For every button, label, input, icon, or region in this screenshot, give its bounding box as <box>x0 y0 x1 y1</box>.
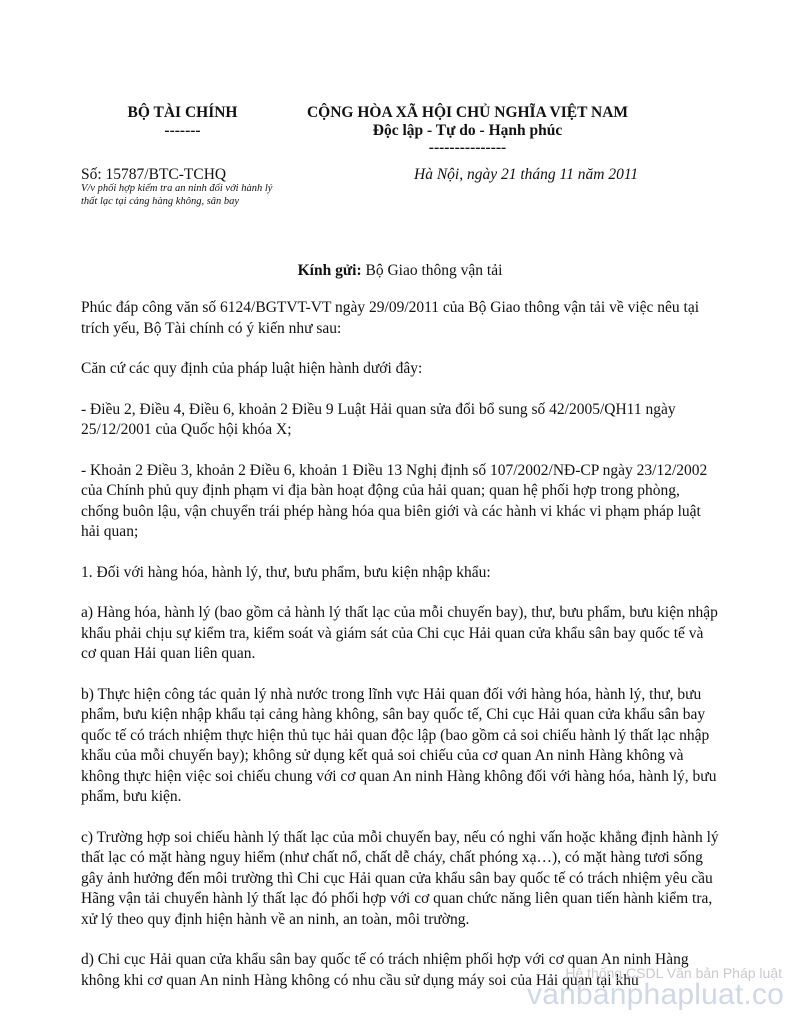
paragraph: - Khoản 2 Điều 3, khoản 2 Điều 6, khoản 1 Điều 13 Nghị định số 107/2002/NĐ-CP ngày 23/12/2002 của Chính phủ quy định phạm vi địa bàn hoạt động của hải quan; quan hệ phối hợp trong phòng, chống buôn lậu, vận chuyển trái phép hàng hóa qua biên giới và các hành vi khác vi phạm pháp luật hải quan; <box>81 461 708 540</box>
national-motto: Độc lập - Tự do - Hạnh phúc <box>372 122 563 139</box>
paragraph: Phúc đáp công văn số 6124/BGTVT-VT ngày 29/09/2011 của Bộ Giao thông vận tải về việc nêu tại trích yếu, Bộ Tài chính có ý kiến như sau: <box>81 299 700 337</box>
document-number: Số: 15787/BTC-TCHQ <box>81 166 227 183</box>
recipient-name: Bộ Giao thông vận tải <box>365 262 503 279</box>
place-date: Hà Nội, ngày 21 tháng 11 năm 2011 <box>414 166 639 183</box>
ministry-divider: ------- <box>164 122 201 139</box>
ministry-name: BỘ TÀI CHÍNH <box>127 104 238 121</box>
document-body <box>81 298 721 1011</box>
paragraph: b) Thực hiện công tác quản lý nhà nước trong lĩnh vực Hải quan đối với hàng hóa, hành lý, thư, bưu phẩm, bưu kiện nhập khẩu tại cảng hàng không, sân bay quốc tế, Chi cục Hải quan cửa khẩu sân bay quốc tế có trách nhiệm thực hiện thủ tục hải quan độc lập (bao gồm cả soi chiếu hành lý thất lạc nhập khẩu của mỗi chuyến bay); không sử dụng kết quả soi chiếu của cơ quan An ninh Hàng không và không thực hiện việc soi chiếu chung với cơ quan An ninh Hàng không đối với hàng hóa, hành lý, bưu phẩm, bưu kiện. <box>81 685 717 805</box>
recipient-line <box>0 261 800 280</box>
paragraph: c) Trường hợp soi chiếu hành lý thất lạc của mỗi chuyến bay, nếu có nghi vấn hoặc khẳng định hành lý thất lạc có mặt hàng nguy hiểm (như chất nổ, chất dễ cháy, chất phóng xạ…), có mặt hàng tươi sống gây ảnh hưởng đến môi trường thì Chi cục Hải quan cửa khẩu sân bay quốc tế có trách nhiệm yêu cầu Hãng vận tải chuyển hành lý thất lạc đó phối hợp với cơ quan chức năng liên quan tiến hành kiểm tra, xử lý theo quy định hiện hành về an ninh, an toàn, môi trường. <box>81 828 719 928</box>
paragraph: Căn cứ các quy định của pháp luật hiện hành dưới đây: <box>81 360 423 377</box>
recipient-label: Kính gửi: <box>297 262 362 279</box>
country-name: CỘNG HÒA XÃ HỘI CHỦ NGHĨA VIỆT NAM <box>306 104 629 121</box>
motto-divider: --------------- <box>428 139 507 156</box>
watermark-caption: Hệ thống CSDL Văn bản Pháp luật <box>565 965 782 981</box>
paragraph: a) Hàng hóa, hành lý (bao gồm cả hành lý thất lạc của mỗi chuyến bay), thư, bưu phẩm, bưu kiện nhập khẩu phải chịu sự kiểm tra, kiểm soát và giám sát của Chi cục Hải quan cửa khẩu sân bay quốc tế và cơ quan Hải quan liên quan. <box>81 604 718 662</box>
paragraph: d) Chi cục Hải quan cửa khẩu sân bay quốc tế có trách nhiệm phối hợp với cơ quan An ninh Hàng không khi cơ quan An ninh Hàng không có nhu cầu sử dụng máy soi của Hải quan tại khu <box>81 951 689 989</box>
watermark-site: vanbanphapluat.co <box>527 978 784 1011</box>
document-subject: V/v phối hợp kiểm tra an ninh đối với hành lý thất lạc tại cảng hàng không, sân bay <box>81 183 273 207</box>
paragraph: - Điều 2, Điều 4, Điều 6, khoản 2 Điều 9 Luật Hải quan sửa đổi bổ sung số 42/2005/QH11 ngày 25/12/2001 của Quốc hội khóa X; <box>81 400 676 438</box>
paragraph: 1. Đối với hàng hóa, hành lý, thư, bưu phẩm, bưu kiện nhập khẩu: <box>81 563 491 581</box>
